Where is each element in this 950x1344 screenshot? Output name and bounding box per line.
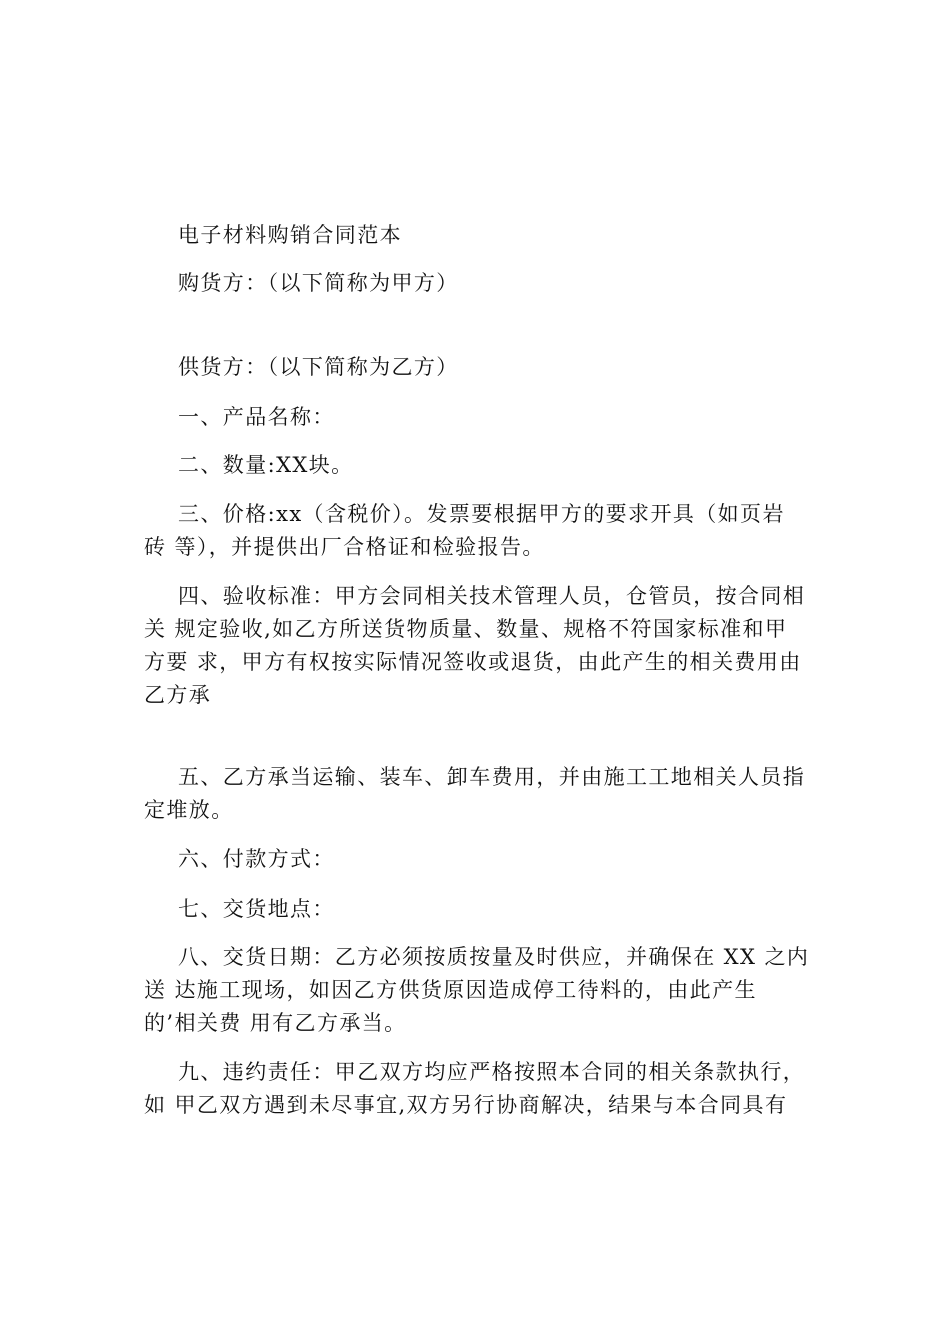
clause-3-line-2: 砖 等），并提供出厂合格证和检验报告。	[144, 535, 545, 559]
clause-9	[144, 1056, 814, 1122]
clause-1-text: 一、产品名称：	[178, 405, 335, 429]
clause-7-text: 七、交货地点：	[178, 897, 335, 921]
buyer-text: 购货方：（以下简称为甲方）	[178, 271, 459, 295]
clause-9-line-2: 如 甲乙双方遇到未尽事宜,双方另行协商解决，结果与本合同具有	[144, 1093, 788, 1117]
clause-3	[144, 498, 814, 564]
clause-2-text: 二、数量:XX块。	[178, 453, 354, 477]
clause-3-line-1: 三、价格:xx（含税价）。发票要根据甲方的要求开具（如页岩	[178, 502, 785, 526]
clause-4	[144, 580, 814, 712]
clause-5-line-1: 五、乙方承当运输、装车、卸车费用，并由施工工地相关人员指	[178, 765, 806, 789]
clause-2	[144, 449, 814, 482]
document-title	[144, 219, 814, 252]
clause-4-line-4: 乙方承	[144, 683, 212, 707]
clause-4-line-3: 方要 求，甲方有权按实际情况签收或退货，由此产生的相关费用由	[144, 650, 802, 674]
clause-9-line-1: 九、违约责任：甲乙双方均应严格按照本合同的相关条款执行，	[178, 1060, 806, 1084]
clause-7	[144, 893, 814, 926]
clause-6-text: 六、付款方式：	[178, 847, 335, 871]
clause-4-line-1: 四、验收标准：甲方会同相关技术管理人员，仓管员，按合同相	[178, 584, 806, 608]
title-text: 电子材料购销合同范本	[178, 223, 402, 247]
clause-1	[144, 401, 814, 434]
supplier-line	[144, 351, 814, 384]
clause-8	[144, 941, 814, 1040]
supplier-text: 供货方：（以下简称为乙方）	[178, 355, 459, 379]
clause-4-line-2: 关 规定验收,如乙方所送货物质量、数量、规格不符国家标准和甲	[144, 617, 788, 641]
clause-8-line-3: 的’相关费 用有乙方承当。	[144, 1011, 407, 1035]
clause-8-line-2: 送 达施工现场，如因乙方供货原因造成停工待料的，由此产生	[144, 978, 757, 1002]
buyer-line	[144, 267, 814, 300]
clause-8-line-1: 八、交货日期：乙方必须按质按量及时供应，并确保在 XX 之内	[178, 945, 810, 969]
clause-5	[144, 761, 814, 827]
clause-5-line-2: 定堆放。	[144, 798, 234, 822]
clause-6	[144, 843, 814, 876]
